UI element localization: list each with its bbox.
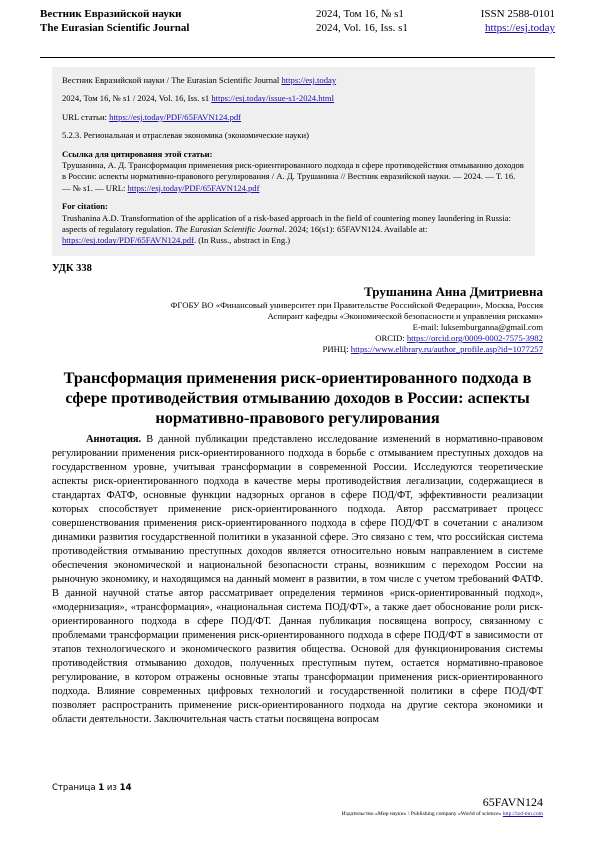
journal-line — [62, 75, 525, 86]
page-total: 14 — [119, 783, 132, 793]
page-prefix: Страница — [52, 783, 99, 793]
cite-en-text: Trushanina A.D. Transformation of the application of a risk-based approach in the field of countering money laundering in Russia: aspects of regulatory regulation. — [62, 212, 511, 235]
journal-name-en: The Eurasian Scientific Journal — [40, 22, 190, 34]
issue-info — [316, 7, 408, 35]
author-name: Трушанина Анна Дмитриевна — [364, 284, 543, 299]
udk-code: УДК 338 — [52, 263, 92, 274]
journal-link[interactable]: https://esj.today — [281, 75, 337, 85]
page-current: 1 — [98, 783, 105, 793]
publisher-line — [342, 811, 543, 817]
page-mid: из — [104, 783, 120, 793]
rinc-label: РИНЦ: — [322, 344, 351, 354]
article-url-line — [62, 112, 525, 123]
specialty-line: 5.2.3. Региональная и отраслевая экономика (экономические науки) — [62, 130, 309, 141]
cite-ru-heading: Ссылка для цитирования этой статьи: — [62, 148, 213, 159]
article-code: 65FAVN124 — [482, 795, 543, 809]
abstract — [52, 433, 543, 727]
abstract-label: Аннотация. — [86, 434, 142, 445]
issn-block — [480, 7, 555, 35]
author-block — [63, 283, 543, 355]
issue-link[interactable]: https://esj.today/issue-s1-2024.html — [211, 93, 335, 104]
cite-ru-body — [62, 160, 525, 194]
journal-line-text: Вестник Евразийской науки / The Eurasian Scientific Journal — [62, 75, 282, 85]
abstract-text: В данной публикации представлено исследование изменений в нормативно-правовом регулировании применения риск-ориентированного подхода в борьбе с отмыванием преступных доходов на государственном уровне, учитывая трансформации в современной России. Исследуются теоретические аспекты риск-ориентированного подхода в качестве меры противодействия легализации, содержащиеся в стандартах ФАТФ, основные функции надзорных органов в сфере ПОД/ФТ, эффективности реализации которых способствует применение риск-ориентированного подхода. Автор рассматривает процесс совершенствования применения риск-ориентированного подхода в сфере ПОД/ФТ в сочетании с анализом динамики развития государственной политики в указанной сфере. Это связано с тем, что российская система противодействия отмыванию преступных доходов является относительно новым направлением в системе обеспечения экономической и национальной безопасности страны, возникшим с переходом России на рыночную экономику, и находящимся на данный момент в развитии, в том числе с учетом требований ФАТФ. В данной научной статье автор рассматривает определения терминов «риск-ориентированный подход», «модернизация», «трансформация», «национальная система ПОД/ФТ», а также дает обоснование роли риск-ориентированного подхода в сфере ПОД/ФТ. Данная публикация посвящена вопросу, связанному с проблемами трансформации применения риск-ориентированного подхода в сфере ПОД/ФТ в зависимости от этапов технологического и экономического развития общества. Основой для функционирования системы противодействия отмыванию доходов, полученных преступным путем, остается нормативно-правовое регулирование, в котором отражены основные этапы трансформации применения риск-ориентированного подхода. Влияние современных цифровых технологий и государственной политики в сфере ПОД/ФТ позволяет распространить применение риск-ориентированного подхода на другие сектора экономики и области деятельности. Заключительная часть статьи посвящена вопросам — [52, 434, 543, 725]
header-divider — [40, 57, 555, 58]
cite-en-heading: For citation: — [62, 201, 108, 212]
cite-en-link[interactable]: https://esj.today/PDF/65FAVN124.pdf — [62, 235, 194, 246]
issue-en: 2024, Vol. 16, Iss. s1 — [316, 22, 408, 34]
cite-ru-link[interactable]: https://esj.today/PDF/65FAVN124.pdf — [127, 182, 260, 193]
journal-header — [40, 7, 555, 49]
article-url-link[interactable]: https://esj.today/PDF/65FAVN124.pdf — [109, 111, 242, 122]
issue-ru: 2024, Том 16, № s1 — [316, 8, 404, 20]
rinc-link[interactable]: https://www.elibrary.ru/author_profile.asp?id=1077257 — [350, 344, 543, 354]
page-number — [52, 783, 132, 793]
journal-names — [40, 7, 189, 35]
author-rinc — [63, 344, 543, 355]
article-url-label: URL статьи: — [62, 111, 110, 122]
cite-en-text-2: . 2024; 16(s1): 65FAVN124. Available at: — [284, 224, 428, 235]
journal-name-ru: Вестник Евразийской науки — [40, 8, 182, 20]
issn: ISSN 2588-0101 — [480, 8, 555, 20]
issue-line-text: 2024, Том 16, № s1 / 2024, Vol. 16, Iss. s1 — [62, 93, 212, 104]
author-email: E-mail: luksemburganna@gmail.com — [412, 322, 543, 332]
author-orcid — [63, 333, 543, 344]
orcid-link[interactable]: https://orcid.org/0009-0002-7575-3982 — [406, 333, 543, 343]
article-title: Трансформация применения риск-ориентированного подхода в сфере противодействия отмыванию доходов в России: аспекты нормативно-правового регулирования — [63, 368, 532, 427]
cite-ru-text: Трушанина, А. Д. Трансформация применения риск-ориентированного подхода в сфере противодействия отмыванию доходов в России: аспекты нормативно-правового регулирования / А. Д. Трушанина // Вестник евразийской науки. — 2024. — Т. 16. — № s1. — URL: — [62, 160, 524, 193]
cite-en-body — [62, 213, 525, 247]
author-affiliation: ФГОБУ ВО «Финансовый университет при Правительстве Российской Федерации», Москва, Россия — [170, 300, 543, 310]
issue-line — [62, 93, 525, 104]
orcid-label: ORCID: — [375, 333, 407, 343]
publisher-text: Издательство «Мир науки» \ Publishing company «World of science» — [341, 811, 503, 817]
cite-en-tail: . (In Russ., abstract in Eng.) — [193, 235, 291, 246]
publisher-link[interactable]: http://izd-mn.com — [502, 811, 543, 817]
site-link[interactable]: https://esj.today — [485, 22, 555, 34]
citation-info-box — [52, 67, 535, 256]
author-position: Аспирант кафедры «Экономической безопасности и управления рисками» — [267, 311, 543, 321]
cite-en-journal: The Eurasian Scientific Journal — [174, 224, 285, 235]
